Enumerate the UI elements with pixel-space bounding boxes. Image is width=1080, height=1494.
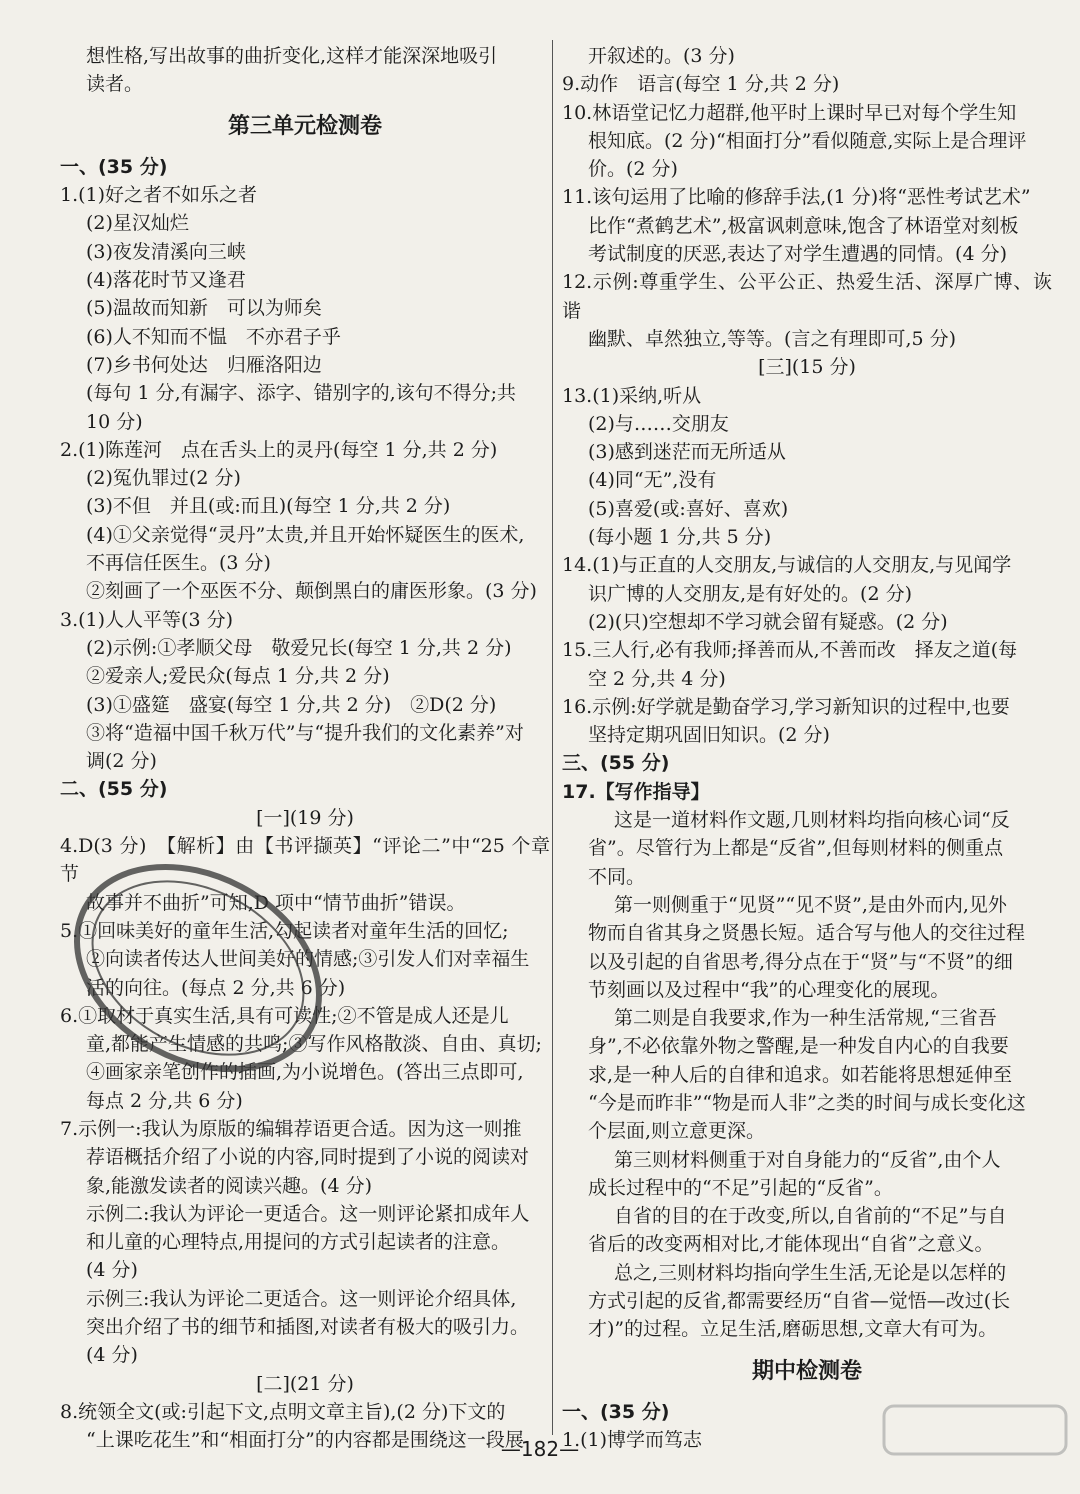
text-line: 示例三:我认为评论二更适合。这一则评论介绍具体,: [86, 1287, 517, 1310]
text-line: 活的向往。(每点 2 分,共 6 分): [86, 976, 346, 999]
text-line: 8.统领全文(或:引起下文,点明文章主旨),(2 分)下文的: [60, 1400, 506, 1423]
text-line: (4)①父亲觉得“灵丹”太贵,并且开始怀疑医生的医术,: [86, 523, 525, 546]
text-line: 第二则是自我要求,作为一种生活常规,“三省吾: [614, 1007, 997, 1030]
text-line: 一、(35 分): [562, 1400, 670, 1423]
text-line: 示例二:我认为评论一更适合。这一则评论紧扣成年人: [86, 1202, 530, 1225]
text-line: (2)示例:①孝顺父母 敬爱兄长(每空 1 分,共 2 分): [86, 636, 512, 659]
text-line: 10 分): [86, 410, 143, 433]
text-line: 14.(1)与正直的人交朋友,与诚信的人交朋友,与见闻学: [562, 554, 1012, 577]
text-line: 5.①回味美好的童年生活,勾起读者对童年生活的回忆;: [60, 919, 509, 942]
text-line: 以及引起的自省思考,得分点在于“贤”与“不贤”的细: [588, 950, 1013, 973]
text-line: 突出介绍了书的细节和插图,对读者有极大的吸引力。: [86, 1316, 530, 1339]
text-line: ②爱亲人;爱民众(每点 1 分,共 2 分): [86, 665, 390, 688]
text-line: 开叙述的。(3 分): [588, 45, 735, 67]
text-line: 二、(55 分): [60, 778, 168, 801]
left-column: [60, 42, 550, 1455]
text-line: 4.D(3 分) 【解析】由【书评撷英】“评论二”中“25 个章节: [60, 835, 550, 886]
text-line: 1.(1)博学而笃志: [562, 1429, 703, 1452]
text-line: (6)人不知而不愠 不亦君子乎: [86, 325, 341, 348]
text-line: 6.①取材于真实生活,具有可读性;②不管是成人还是儿: [60, 1004, 509, 1027]
page-number: —182—: [500, 1437, 580, 1461]
text-line: 物而自省其身之贤愚长短。适合写与他人的交往过程: [588, 922, 1026, 945]
text-line: 考试制度的厌恶,表达了对学生遭遇的同情。(4 分): [588, 243, 1007, 266]
text-line: 省后的改变两相对比,才能体现出“自省”之意义。: [588, 1233, 994, 1256]
text-line: 每点 2 分,共 6 分): [86, 1089, 243, 1112]
text-line: “上课吃花生”和“相面打分”的内容都是围绕这一段展: [86, 1429, 524, 1452]
text-line: 坚持定期巩固旧知识。(2 分): [588, 724, 830, 747]
text-line: 和儿童的心理特点,用提问的方式引起读者的注意。: [86, 1231, 511, 1254]
text-line: 想性格,写出故事的曲折变化,这样才能深深地吸引: [86, 45, 498, 67]
text-line: 荐语概括介绍了小说的内容,同时提到了小说的阅读对: [86, 1146, 530, 1169]
text-line: (4)同“无”,没有: [588, 469, 717, 492]
text-line: 12.示例:尊重学生、公平公正、热爱生活、深厚广博、诙谐: [562, 271, 1052, 322]
right-body: [562, 42, 1052, 1344]
text-line: 三、(55 分): [562, 752, 670, 775]
text-line: 幽默、卓然独立,等等。(言之有理即可,5 分): [588, 327, 957, 350]
text-line: (3)①盛筵 盛宴(每空 1 分,共 2 分) ②D(2 分): [86, 693, 497, 716]
text-line: [二](21 分): [256, 1372, 354, 1395]
text-line: 第三则材料侧重于对自身能力的“反省”,由个人: [614, 1148, 1001, 1171]
left-intro: [60, 42, 550, 99]
text-line: 价。(2 分): [588, 158, 678, 181]
text-line: 比作“煮鹤艺术”,极富讽刺意味,饱含了林语堂对刻板: [588, 214, 1019, 237]
text-line: (2)(只)空想却不学习就会留有疑惑。(2 分): [588, 610, 948, 633]
text-line: (5)喜爱(或:喜好、喜欢): [588, 497, 789, 520]
text-line: (5)温故而知新 可以为师矣: [86, 297, 322, 320]
text-line: 13.(1)采纳,听从: [562, 384, 702, 407]
text-line: ②向读者传达人世间美好的情感;③引发人们对幸福生: [86, 948, 530, 971]
section-title-unit3: 第三单元检测卷: [227, 113, 382, 139]
text-line: 方式引起的反省,都需要经历“自省—觉悟—改过(长: [588, 1290, 1011, 1313]
text-line: 一、(35 分): [60, 155, 168, 178]
text-line: 1.(1)好之者不如乐之者: [60, 184, 258, 207]
text-line: 17.【写作指导】: [562, 780, 710, 803]
text-line: 识广博的人交朋友,是有好处的。(2 分): [588, 582, 912, 605]
text-line: 7.示例一:我认为原版的编辑荐语更合适。因为这一则推: [60, 1117, 522, 1140]
text-line: 读者。: [86, 73, 144, 96]
text-line: (7)乡书何处达 归雁洛阳边: [86, 353, 322, 376]
text-line: 成长过程中的“不足”引起的“反省”。: [588, 1176, 893, 1199]
text-line: 才)”的过程。立足生活,磨砺思想,文章大有可为。: [588, 1318, 998, 1341]
text-line: 故事并不曲折”可知,D 项中“情节曲折”错误。: [86, 891, 466, 914]
text-line: ④画家亲笔创作的插画,为小说增色。(答出三点即可,: [86, 1061, 524, 1084]
text-line: [一](19 分): [256, 806, 354, 829]
text-line: 不再信任医生。(3 分): [86, 552, 271, 575]
text-line: 15.三人行,必有我师;择善而从,不善而改 择友之道(每: [562, 639, 1018, 662]
text-line: 童,都能产生情感的共鸣;③写作风格散淡、自由、真切;: [86, 1033, 542, 1056]
text-line: (4)落花时节又逢君: [86, 269, 246, 292]
text-line: 总之,三则材料均指向学生生活,无论是以怎样的: [614, 1261, 1007, 1284]
text-line: 这是一道材料作文题,几则材料均指向核心词“反: [614, 809, 1010, 832]
text-line: 2.(1)陈莲河 点在舌头上的灵丹(每空 1 分,共 2 分): [60, 438, 498, 461]
text-line: 3.(1)人人平等(3 分): [60, 608, 233, 631]
text-line: 空 2 分,共 4 分): [588, 667, 726, 690]
text-line: 9.动作 语言(每空 1 分,共 2 分): [562, 73, 840, 96]
text-line: 求,是一种人后的自律和追求。如若能将思想延伸至: [588, 1063, 1013, 1086]
text-line: 省”。尽管行为上都是“反省”,但每则材料的侧重点: [588, 837, 1004, 860]
text-line: 象,能激发读者的阅读兴趣。(4 分): [86, 1174, 372, 1197]
site-logo-watermark: [880, 1400, 1070, 1490]
text-line: 自省的目的在于改变,所以,自省前的“不足”与自: [614, 1205, 1007, 1228]
text-line: 个层面,则立意更深。: [588, 1120, 766, 1143]
text-line: (每小题 1 分,共 5 分): [588, 526, 772, 549]
text-line: ③将“造福中国千秋万代”与“提升我们的文化素养”对: [86, 721, 524, 744]
text-line: (2)冤仇罪过(2 分): [86, 467, 241, 490]
text-line: (3)感到迷茫而无所适从: [588, 441, 786, 464]
text-line: 身”,不必依靠外物之警醒,是一种发自内心的自我要: [588, 1035, 1009, 1058]
text-line: 10.林语堂记忆力超群,他平时上课时早已对每个学生知: [562, 101, 1017, 124]
text-line: 第一则侧重于“见贤”“见不贤”,是由外而内,见外: [614, 893, 1007, 916]
text-line: 根知底。(2 分)“相面打分”看似随意,实际上是合理评: [588, 129, 1027, 152]
right-column: [562, 42, 1052, 1455]
text-line: 不同。: [588, 865, 646, 888]
text-line: 调(2 分): [86, 750, 157, 773]
section-title-midterm: 期中检测卷: [751, 1358, 862, 1384]
text-line: (3)不但 并且(或:而且)(每空 1 分,共 2 分): [86, 495, 451, 518]
text-line: “今是而昨非”“物是而人非”之类的时间与成长变化这: [588, 1091, 1026, 1114]
text-line: 节刻画以及过程中“我”的心理变化的展现。: [588, 978, 950, 1001]
left-body: [60, 153, 550, 1455]
text-line: 16.示例:好学就是勤奋学习,学习新知识的过程中,也要: [562, 695, 1010, 718]
text-line: [三](15 分): [758, 356, 856, 379]
text-line: (2)星汉灿烂: [86, 212, 189, 235]
text-line: (4 分): [86, 1259, 138, 1282]
text-line: (2)与……交朋友: [588, 412, 729, 435]
text-line: ②刻画了一个巫医不分、颠倒黑白的庸医形象。(3 分): [86, 580, 537, 603]
text-line: (3)夜发清溪向三峡: [86, 240, 246, 263]
text-line: 11.该句运用了比喻的修辞手法,(1 分)将“恶性考试艺术”: [562, 186, 1031, 209]
text-line: (4 分): [86, 1344, 138, 1367]
column-divider: [552, 40, 553, 1435]
text-line: (每句 1 分,有漏字、添字、错别字的,该句不得分;共: [86, 382, 517, 405]
